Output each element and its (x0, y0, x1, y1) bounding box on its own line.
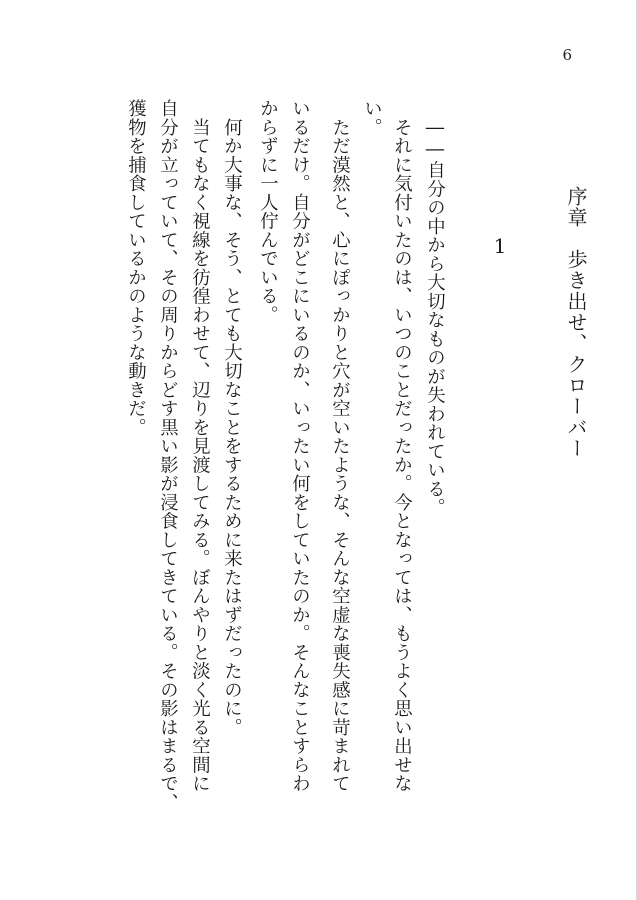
body-line: それに気付いたのは、いつのことだったか。今となっては、もうよく思い出せな (391, 99, 413, 793)
body-line: ただ漠然と、心にぽっかりと穴が空いたような、そんな空虚な喪失感に苛まれて (329, 99, 351, 793)
page-number: 6 (562, 46, 572, 64)
body-line: からずに一人佇んでいる。 (257, 99, 279, 324)
body-line: 何か大事な、そう、とても大切なことをするために来たはずだったのに。 (221, 99, 243, 737)
body-line: 獲物を捕食しているかのような動きだ。 (125, 99, 147, 437)
body-line: 当てもなく視線を彷徨わせて、辺りを見渡してみる。ぼんやりと淡く光る空間に (189, 99, 211, 793)
section-number: 1 (488, 234, 512, 258)
body-line: いるだけ。自分がどこにいるのか、いったい何をしていたのか。そんなことすらわ (289, 99, 311, 793)
body-line: ――自分の中から大切なものが失われている。 (424, 99, 446, 517)
chapter-title: 序章 歩き出せ、クローバー (564, 186, 588, 459)
body-line: 自分が立っていて、その周りからどす黒い影が浸食してきている。その影はまるで、 (157, 99, 179, 812)
body-line: い。 (361, 99, 383, 137)
